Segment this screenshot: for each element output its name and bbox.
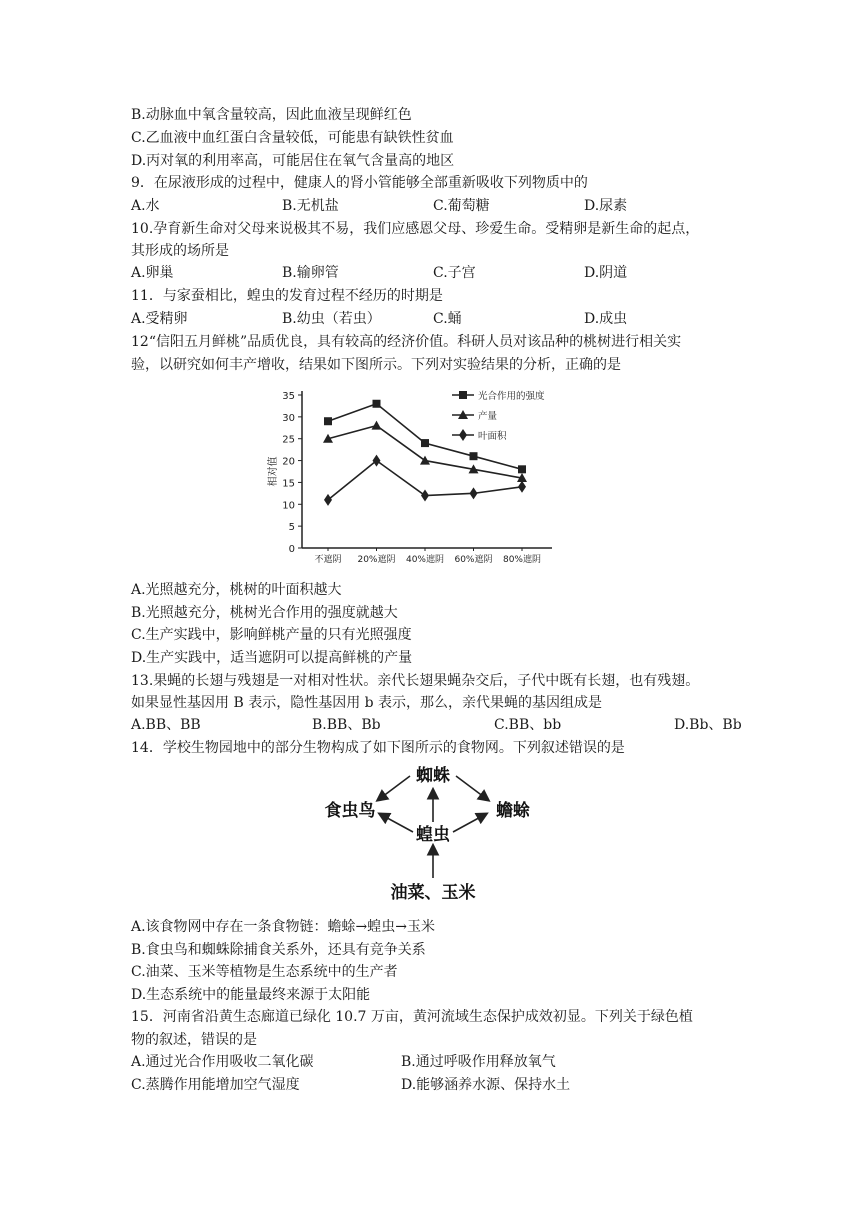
question-15: 15．河南省沿黄生态廊道已绿化 10.7 万亩，黄河流域生态保护成效初显。下列关于绿色植: [131, 1009, 693, 1025]
node-spider: 蜘蛛: [416, 766, 450, 786]
y-tick-label: 30: [282, 412, 295, 424]
y-axis-label: 相对值: [268, 456, 279, 487]
question-12: 12“信阳五月鲜桃”品质优良，具有较高的经济价值。科研人员对该品种的桃树进行相关实: [131, 334, 682, 350]
data-point-square: [324, 417, 332, 425]
line-chart: [262, 383, 562, 573]
x-tick-label: 40%遮阴: [405, 555, 445, 565]
question-15-cont: 物的叙述，错误的是: [131, 1032, 257, 1048]
q9-option-c: C.葡萄糖: [433, 198, 490, 214]
node-locust: 蝗虫: [416, 825, 450, 845]
q8-option-c: C.乙血液中血红蛋白含量较低，可能患有缺铁性贫血: [131, 130, 454, 146]
data-point-diamond: [470, 487, 478, 499]
x-tick-label: 不遮阴: [314, 555, 342, 565]
q10-option-b: B.输卵管: [282, 265, 339, 281]
data-point-diamond: [324, 494, 332, 506]
data-point-square: [421, 439, 429, 447]
question-14: 14．学校生物园地中的部分生物构成了如下图所示的食物网。下列叙述错误的是: [131, 740, 625, 756]
food-web-diagram: [310, 760, 560, 910]
question-12-cont: 验，以研究如何丰产增收，结果如下图所示。下列对实验结果的分析，正确的是: [131, 357, 621, 373]
q9-option-d: D.尿素: [584, 198, 628, 214]
question-13: 13.果蝇的长翅与残翅是一对相对性状。亲代长翅果蝇杂交后，子代中既有长翅，也有残翅。: [131, 673, 700, 689]
q13-option-d: D.Bb、Bb: [674, 717, 742, 733]
data-point-square: [470, 452, 478, 460]
q14-option-b: B.食虫鸟和蜘蛛除捕食关系外，还具有竞争关系: [131, 942, 426, 958]
node-toad: 蟾蜍: [496, 801, 530, 821]
q11-option-d: D.成虫: [584, 311, 628, 327]
q11-option-a: A.受精卵: [131, 311, 188, 327]
x-tick-label: 20%遮阴: [357, 555, 396, 565]
node-plants: 油菜、玉米: [390, 883, 476, 903]
q9-option-b: B.无机盐: [282, 198, 339, 214]
q10-option-a: A.卵巢: [131, 265, 174, 281]
arrow-locust-to-toad: [453, 814, 486, 832]
y-tick-label: 0: [288, 544, 295, 555]
data-point-triangle: [372, 421, 382, 430]
q12-option-a: A.光照越充分，桃树的叶面积越大: [131, 582, 342, 598]
question-10-cont: 其形成的场所是: [131, 243, 229, 259]
y-tick-label: 15: [282, 478, 295, 490]
x-tick-label: 60%遮阴: [454, 555, 493, 565]
q11-option-c: C.蛹: [433, 311, 462, 327]
question-13-cont: 如果显性基因用 B 表示，隐性基因用 b 表示，那么，亲代果蝇的基因组成是: [131, 695, 603, 711]
arrow-spider-to-toad: [456, 776, 488, 800]
q13-option-a: A.BB、BB: [131, 717, 201, 733]
q10-option-d: D.阴道: [584, 265, 628, 281]
data-point-square: [518, 465, 526, 473]
data-point-square: [373, 400, 381, 408]
q12-option-c: C.生产实践中，影响鲜桃产量的只有光照强度: [131, 627, 412, 643]
arrow-locust-to-bird: [380, 814, 413, 832]
legend-marker-square: [459, 391, 467, 399]
q10-option-c: C.子宫: [433, 265, 476, 281]
y-tick-label: 25: [282, 434, 295, 446]
q8-option-b: B.动脉血中氧含量较高，因此血液呈现鲜红色: [131, 107, 412, 123]
y-tick-label: 10: [282, 500, 295, 512]
question-11: 11．与家蚕相比，蝗虫的发育过程不经历的时期是: [131, 288, 443, 304]
q9-option-a: A.水: [131, 198, 160, 214]
y-tick-label: 5: [288, 522, 295, 534]
q15-option-a: A.通过光合作用吸收二氧化碳: [131, 1054, 314, 1070]
q14-option-d: D.生态系统中的能量最终来源于太阳能: [131, 987, 371, 1003]
data-point-triangle: [420, 456, 430, 465]
legend-marker-diamond: [459, 429, 467, 441]
q15-option-d: D.能够涵养水源、保持水土: [401, 1077, 571, 1093]
legend-label: 光合作用的强度: [478, 391, 545, 402]
q11-option-b: B.幼虫（若虫）: [282, 311, 381, 327]
q12-option-d: D.生产实践中，适当遮阴可以提高鲜桃的产量: [131, 650, 413, 666]
legend-label: 叶面积: [478, 431, 507, 442]
q13-option-b: B.BB、Bb: [312, 717, 381, 733]
data-point-diamond: [518, 481, 526, 493]
y-tick-label: 35: [282, 391, 295, 402]
data-point-diamond: [373, 455, 381, 467]
question-10: 10.孕育新生命对父母来说极其不易，我们应感恩父母、珍爱生命。受精卵是新生命的起点，: [131, 221, 700, 237]
question-9: 9．在尿液形成的过程中，健康人的肾小管能够全部重新吸收下列物质中的: [131, 175, 588, 191]
arrow-spider-to-bird: [378, 776, 410, 800]
q8-option-d: D.丙对氧的利用率高，可能居住在氧气含量高的地区: [131, 153, 455, 169]
q15-option-b: B.通过呼吸作用释放氧气: [401, 1054, 556, 1070]
x-tick-label: 80%遮阴: [502, 555, 542, 565]
q14-option-a: A.该食物网中存在一条食物链：蟾蜍→蝗虫→玉米: [131, 919, 436, 935]
q14-option-c: C.油菜、玉米等植物是生态系统中的生产者: [131, 964, 398, 980]
node-insectivorous-bird: 食虫鸟: [324, 801, 376, 821]
y-tick-label: 20: [282, 456, 295, 468]
q12-option-b: B.光照越充分，桃树光合作用的强度就越大: [131, 605, 398, 621]
data-point-diamond: [421, 490, 429, 502]
legend-label: 产量: [478, 411, 498, 422]
q15-option-c: C.蒸腾作用能增加空气湿度: [131, 1077, 300, 1093]
q13-option-c: C.BB、bb: [494, 717, 562, 733]
